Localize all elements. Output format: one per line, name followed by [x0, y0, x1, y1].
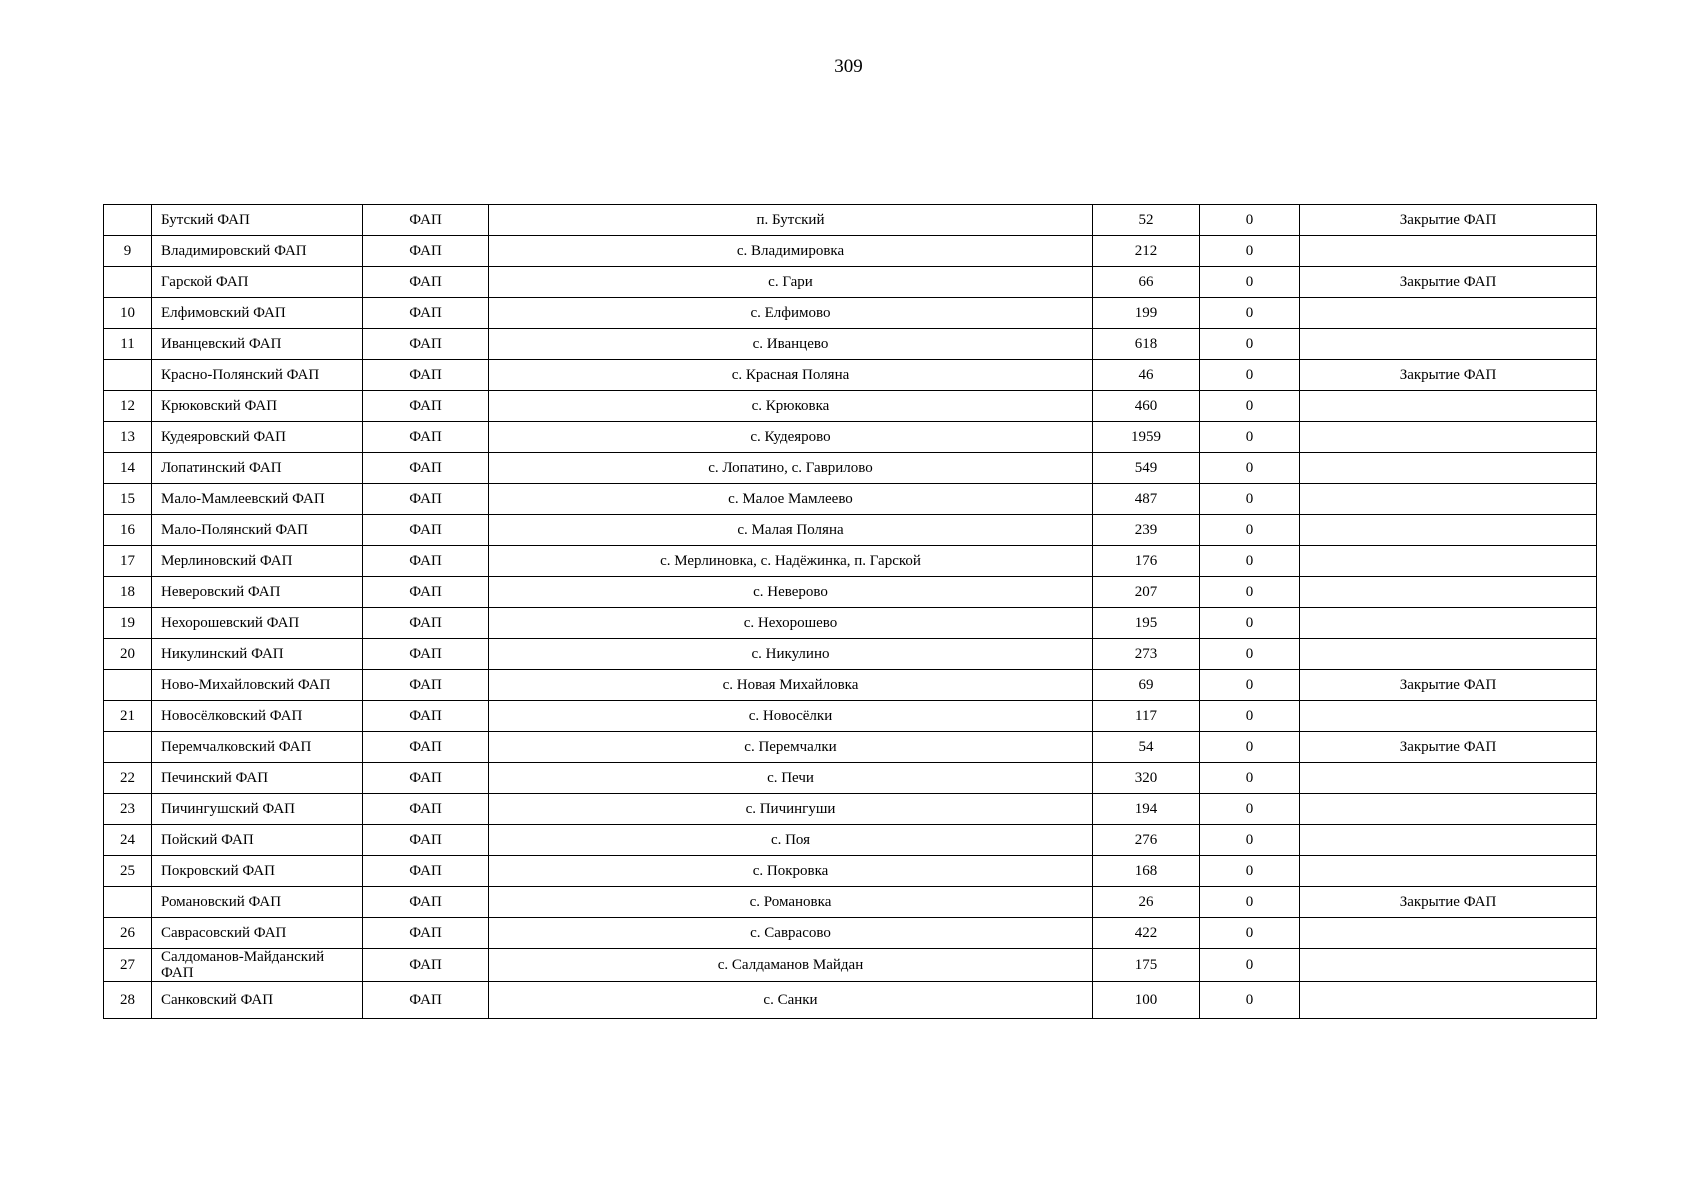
- location-cell: с. Салдаманов Майдан: [489, 949, 1093, 982]
- location-cell: с. Покровка: [489, 856, 1093, 887]
- facility-name-cell: Неверовский ФАП: [152, 577, 363, 608]
- population-cell: 69: [1093, 670, 1200, 701]
- table-row: [104, 701, 1597, 732]
- location-cell: с. Малая Поляна: [489, 515, 1093, 546]
- page-number: 309: [834, 56, 863, 77]
- value-cell: 0: [1200, 949, 1300, 982]
- facility-name-cell: Ново-Михайловский ФАП: [152, 670, 363, 701]
- population-cell: 273: [1093, 639, 1200, 670]
- value-cell: 0: [1200, 360, 1300, 391]
- value-cell: 0: [1200, 546, 1300, 577]
- row-number-cell: 10: [104, 298, 152, 329]
- row-number-cell: [104, 205, 152, 236]
- facility-type-cell: ФАП: [363, 794, 489, 825]
- table-row: [104, 546, 1597, 577]
- table-row: [104, 732, 1597, 763]
- table-row: [104, 825, 1597, 856]
- row-number-cell: [104, 360, 152, 391]
- table-row: [104, 608, 1597, 639]
- facility-type-cell: ФАП: [363, 639, 489, 670]
- row-number-cell: 27: [104, 949, 152, 982]
- action-cell: Закрытие ФАП: [1300, 360, 1597, 391]
- row-number-cell: 11: [104, 329, 152, 360]
- facility-name-cell: Никулинский ФАП: [152, 639, 363, 670]
- table-row: [104, 918, 1597, 949]
- facility-type-cell: ФАП: [363, 887, 489, 918]
- facility-type-cell: ФАП: [363, 608, 489, 639]
- row-number-cell: [104, 267, 152, 298]
- facility-name-cell: Романовский ФАП: [152, 887, 363, 918]
- action-cell: [1300, 236, 1597, 267]
- action-cell: [1300, 949, 1597, 982]
- row-number-cell: 16: [104, 515, 152, 546]
- value-cell: 0: [1200, 763, 1300, 794]
- facility-name-cell: Лопатинский ФАП: [152, 453, 363, 484]
- facility-name-cell: Мало-Мамлеевский ФАП: [152, 484, 363, 515]
- table-row: [104, 887, 1597, 918]
- row-number-cell: 22: [104, 763, 152, 794]
- action-cell: [1300, 639, 1597, 670]
- value-cell: 0: [1200, 577, 1300, 608]
- location-cell: с. Саврасово: [489, 918, 1093, 949]
- location-cell: с. Красная Поляна: [489, 360, 1093, 391]
- facility-type-cell: ФАП: [363, 515, 489, 546]
- facility-name-cell: Иванцевский ФАП: [152, 329, 363, 360]
- location-cell: с. Поя: [489, 825, 1093, 856]
- row-number-cell: 15: [104, 484, 152, 515]
- row-number-cell: 18: [104, 577, 152, 608]
- population-cell: 549: [1093, 453, 1200, 484]
- facility-name-cell: Печинский ФАП: [152, 763, 363, 794]
- population-cell: 194: [1093, 794, 1200, 825]
- location-cell: с. Новосёлки: [489, 701, 1093, 732]
- population-cell: 422: [1093, 918, 1200, 949]
- table-row: [104, 515, 1597, 546]
- population-cell: 239: [1093, 515, 1200, 546]
- facility-type-cell: ФАП: [363, 267, 489, 298]
- population-cell: 199: [1093, 298, 1200, 329]
- facility-name-cell: Покровский ФАП: [152, 856, 363, 887]
- facility-type-cell: ФАП: [363, 670, 489, 701]
- population-cell: 26: [1093, 887, 1200, 918]
- value-cell: 0: [1200, 422, 1300, 453]
- table-row: [104, 794, 1597, 825]
- facility-type-cell: ФАП: [363, 298, 489, 329]
- value-cell: 0: [1200, 794, 1300, 825]
- population-cell: 276: [1093, 825, 1200, 856]
- row-number-cell: 20: [104, 639, 152, 670]
- population-cell: 117: [1093, 701, 1200, 732]
- facility-type-cell: ФАП: [363, 484, 489, 515]
- row-number-cell: 24: [104, 825, 152, 856]
- location-cell: с. Пичингуши: [489, 794, 1093, 825]
- facility-name-cell: Кудеяровский ФАП: [152, 422, 363, 453]
- facility-type-cell: ФАП: [363, 360, 489, 391]
- value-cell: 0: [1200, 856, 1300, 887]
- row-number-cell: 28: [104, 982, 152, 1019]
- action-cell: [1300, 422, 1597, 453]
- row-number-cell: [104, 732, 152, 763]
- value-cell: 0: [1200, 236, 1300, 267]
- location-cell: с. Крюковка: [489, 391, 1093, 422]
- row-number-cell: 13: [104, 422, 152, 453]
- row-number-cell: 19: [104, 608, 152, 639]
- action-cell: [1300, 794, 1597, 825]
- location-cell: с. Кудеярово: [489, 422, 1093, 453]
- location-cell: с. Романовка: [489, 887, 1093, 918]
- value-cell: 0: [1200, 205, 1300, 236]
- facility-name-cell: Пичингушский ФАП: [152, 794, 363, 825]
- table-body: [104, 205, 1597, 1019]
- action-cell: [1300, 484, 1597, 515]
- action-cell: [1300, 763, 1597, 794]
- table-row: [104, 267, 1597, 298]
- population-cell: 175: [1093, 949, 1200, 982]
- row-number-cell: 21: [104, 701, 152, 732]
- facility-type-cell: ФАП: [363, 546, 489, 577]
- action-cell: Закрытие ФАП: [1300, 205, 1597, 236]
- action-cell: [1300, 515, 1597, 546]
- location-cell: с. Мерлиновка, с. Надёжинка, п. Гарской: [489, 546, 1093, 577]
- row-number-cell: 25: [104, 856, 152, 887]
- facility-name-cell: Мало-Полянский ФАП: [152, 515, 363, 546]
- facility-name-cell: Пойский ФАП: [152, 825, 363, 856]
- action-cell: [1300, 329, 1597, 360]
- population-cell: 460: [1093, 391, 1200, 422]
- facility-name-cell: Мерлиновский ФАП: [152, 546, 363, 577]
- action-cell: [1300, 982, 1597, 1019]
- table-row: [104, 453, 1597, 484]
- row-number-cell: [104, 887, 152, 918]
- action-cell: Закрытие ФАП: [1300, 267, 1597, 298]
- facility-name-cell: Санковский ФАП: [152, 982, 363, 1019]
- facility-type-cell: ФАП: [363, 701, 489, 732]
- row-number-cell: 17: [104, 546, 152, 577]
- facility-name-cell: Нехорошевский ФАП: [152, 608, 363, 639]
- facility-type-cell: ФАП: [363, 982, 489, 1019]
- location-cell: с. Новая Михайловка: [489, 670, 1093, 701]
- location-cell: с. Неверово: [489, 577, 1093, 608]
- facility-name-cell: Крюковский ФАП: [152, 391, 363, 422]
- facility-name-cell: Салдоманов-Майданский ФАП: [152, 949, 363, 982]
- population-cell: 320: [1093, 763, 1200, 794]
- action-cell: [1300, 856, 1597, 887]
- location-cell: с. Санки: [489, 982, 1093, 1019]
- value-cell: 0: [1200, 453, 1300, 484]
- table-row: [104, 639, 1597, 670]
- population-cell: 52: [1093, 205, 1200, 236]
- table-row: [104, 422, 1597, 453]
- location-cell: с. Малое Мамлеево: [489, 484, 1093, 515]
- action-cell: [1300, 825, 1597, 856]
- value-cell: 0: [1200, 701, 1300, 732]
- value-cell: 0: [1200, 887, 1300, 918]
- population-cell: 168: [1093, 856, 1200, 887]
- table-row: [104, 298, 1597, 329]
- location-cell: с. Печи: [489, 763, 1093, 794]
- value-cell: 0: [1200, 267, 1300, 298]
- table-row: [104, 391, 1597, 422]
- population-cell: 46: [1093, 360, 1200, 391]
- population-cell: 66: [1093, 267, 1200, 298]
- table-row: [104, 949, 1597, 982]
- facility-name-cell: Владимировский ФАП: [152, 236, 363, 267]
- table-row: [104, 205, 1597, 236]
- value-cell: 0: [1200, 329, 1300, 360]
- facility-name-cell: Саврасовский ФАП: [152, 918, 363, 949]
- population-cell: 54: [1093, 732, 1200, 763]
- location-cell: п. Бутский: [489, 205, 1093, 236]
- facility-type-cell: ФАП: [363, 856, 489, 887]
- location-cell: с. Лопатино, с. Гаврилово: [489, 453, 1093, 484]
- location-cell: с. Владимировка: [489, 236, 1093, 267]
- action-cell: [1300, 298, 1597, 329]
- action-cell: [1300, 546, 1597, 577]
- action-cell: [1300, 577, 1597, 608]
- action-cell: Закрытие ФАП: [1300, 887, 1597, 918]
- value-cell: 0: [1200, 825, 1300, 856]
- facility-type-cell: ФАП: [363, 391, 489, 422]
- value-cell: 0: [1200, 918, 1300, 949]
- value-cell: 0: [1200, 391, 1300, 422]
- population-cell: 100: [1093, 982, 1200, 1019]
- population-cell: 487: [1093, 484, 1200, 515]
- value-cell: 0: [1200, 639, 1300, 670]
- row-number-cell: 26: [104, 918, 152, 949]
- action-cell: Закрытие ФАП: [1300, 732, 1597, 763]
- action-cell: [1300, 391, 1597, 422]
- location-cell: с. Перемчалки: [489, 732, 1093, 763]
- value-cell: 0: [1200, 670, 1300, 701]
- action-cell: [1300, 918, 1597, 949]
- facility-type-cell: ФАП: [363, 949, 489, 982]
- facility-type-cell: ФАП: [363, 763, 489, 794]
- facility-type-cell: ФАП: [363, 205, 489, 236]
- location-cell: с. Гари: [489, 267, 1093, 298]
- action-cell: [1300, 608, 1597, 639]
- table-row: [104, 329, 1597, 360]
- table-row: [104, 670, 1597, 701]
- facility-name-cell: Бутский ФАП: [152, 205, 363, 236]
- facility-name-cell: Елфимовский ФАП: [152, 298, 363, 329]
- value-cell: 0: [1200, 608, 1300, 639]
- facility-type-cell: ФАП: [363, 422, 489, 453]
- action-cell: [1300, 701, 1597, 732]
- value-cell: 0: [1200, 982, 1300, 1019]
- facility-name-cell: Красно-Полянский ФАП: [152, 360, 363, 391]
- table-row: [104, 484, 1597, 515]
- facility-type-cell: ФАП: [363, 453, 489, 484]
- row-number-cell: 9: [104, 236, 152, 267]
- value-cell: 0: [1200, 732, 1300, 763]
- value-cell: 0: [1200, 298, 1300, 329]
- location-cell: с. Нехорошево: [489, 608, 1093, 639]
- table-row: [104, 763, 1597, 794]
- facility-type-cell: ФАП: [363, 577, 489, 608]
- facility-type-cell: ФАП: [363, 329, 489, 360]
- facility-type-cell: ФАП: [363, 918, 489, 949]
- action-cell: [1300, 453, 1597, 484]
- table-row: [104, 577, 1597, 608]
- row-number-cell: 14: [104, 453, 152, 484]
- population-cell: 207: [1093, 577, 1200, 608]
- location-cell: с. Никулино: [489, 639, 1093, 670]
- population-cell: 212: [1093, 236, 1200, 267]
- table-row: [104, 982, 1597, 1019]
- population-cell: 618: [1093, 329, 1200, 360]
- row-number-cell: 12: [104, 391, 152, 422]
- facility-type-cell: ФАП: [363, 236, 489, 267]
- action-cell: Закрытие ФАП: [1300, 670, 1597, 701]
- facility-type-cell: ФАП: [363, 732, 489, 763]
- facility-name-cell: Перемчалковский ФАП: [152, 732, 363, 763]
- facility-name-cell: Новосёлковский ФАП: [152, 701, 363, 732]
- population-cell: 1959: [1093, 422, 1200, 453]
- fap-registry-table: [103, 204, 1597, 1019]
- location-cell: с. Елфимово: [489, 298, 1093, 329]
- facility-name-cell: Гарской ФАП: [152, 267, 363, 298]
- location-cell: с. Иванцево: [489, 329, 1093, 360]
- table-row: [104, 360, 1597, 391]
- facility-type-cell: ФАП: [363, 825, 489, 856]
- table-row: [104, 236, 1597, 267]
- population-cell: 176: [1093, 546, 1200, 577]
- value-cell: 0: [1200, 515, 1300, 546]
- row-number-cell: 23: [104, 794, 152, 825]
- value-cell: 0: [1200, 484, 1300, 515]
- population-cell: 195: [1093, 608, 1200, 639]
- row-number-cell: [104, 670, 152, 701]
- table-row: [104, 856, 1597, 887]
